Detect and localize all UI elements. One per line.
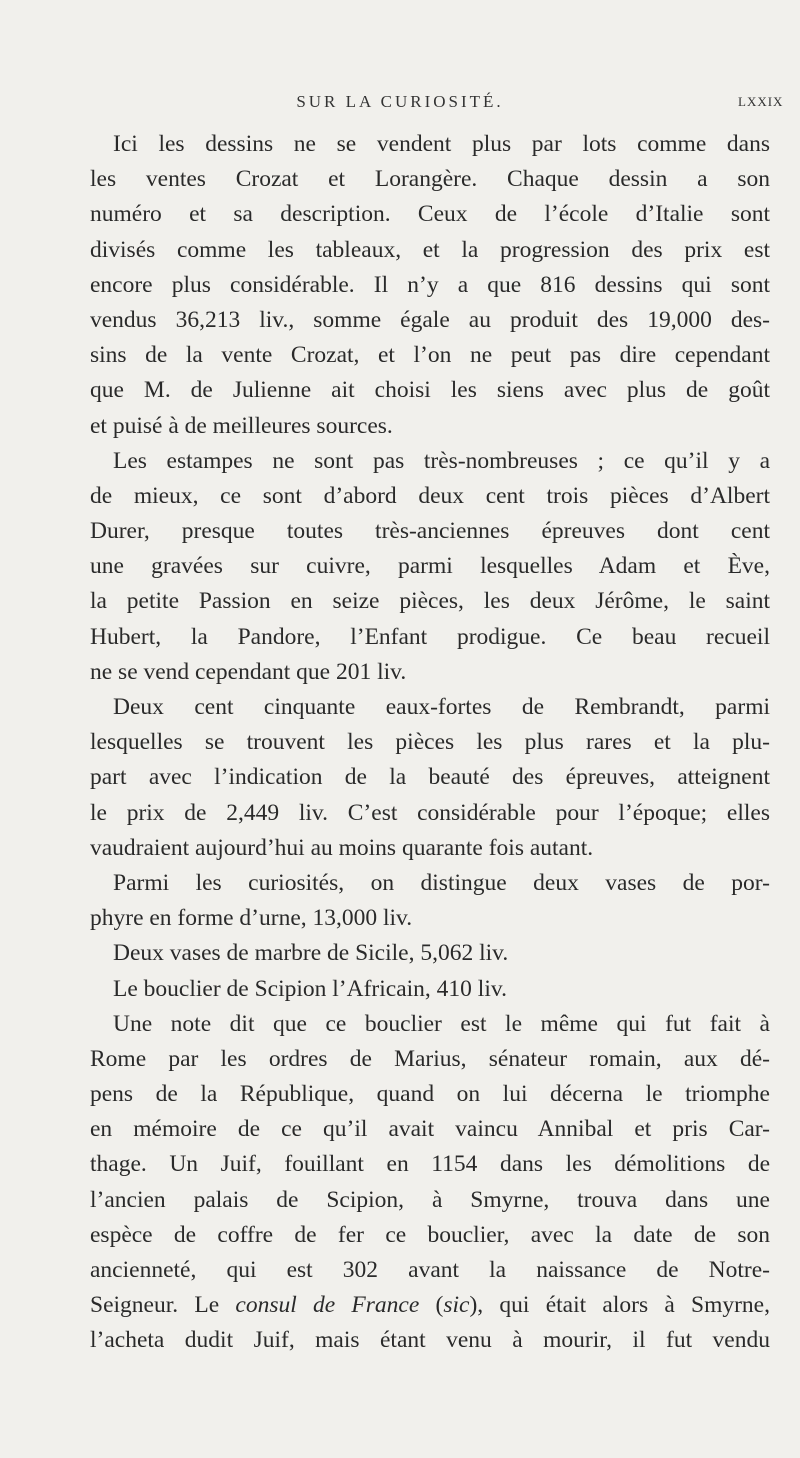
text-line: Les estampes ne sont pas très-nombreuses ; ce qu’il y a bbox=[113, 447, 770, 474]
text-line: en mémoire de ce qu’il avait vaincu Annibal et pris Car- bbox=[90, 1116, 770, 1143]
page-number: LXXIX bbox=[738, 94, 784, 109]
text-line: Deux cent cinquante eaux-fortes de Rembrandt, parmi bbox=[113, 694, 770, 720]
text-line: la petite Passion en seize pièces, les deux Jérôme, le saint bbox=[90, 588, 770, 615]
text-line bbox=[90, 1288, 770, 1323]
text-line: que M. de Julienne ait choisi les siens avec plus de goût bbox=[90, 377, 770, 404]
italic-text: sic bbox=[443, 1292, 470, 1319]
text-line: l’acheta dudit Juif, mais étant venu à mourir, il fut vendu bbox=[90, 1327, 770, 1354]
running-head bbox=[0, 92, 800, 116]
text-line: pens de la République, quand on lui décerna le triomphe bbox=[90, 1081, 770, 1108]
text-line: Hubert, la Pandore, l’Enfant prodigue. Ce beau recueil bbox=[90, 623, 770, 650]
text-line: les ventes Crozat et Lorangère. Chaque dessin a son bbox=[90, 166, 770, 193]
text-line: thage. Un Juif, fouillant en 1154 dans les démolitions de bbox=[90, 1151, 770, 1178]
text-run: Seigneur. Le bbox=[90, 1292, 236, 1319]
text-run: ), qui était alors à Smyrne, bbox=[469, 1292, 770, 1319]
text-line: ancienneté, qui est 302 avant la naissance de Notre- bbox=[90, 1257, 770, 1283]
text-line: divisés comme les tableaux, et la progression des prix est bbox=[90, 236, 770, 263]
text-line: encore plus considérable. Il n’y a que 816 dessins qui sont bbox=[90, 271, 770, 298]
text-line: sins de la vente Crozat, et l’on ne peut pas dire cependant bbox=[90, 342, 770, 369]
text-line: lesquelles se trouvent les pièces les plus rares et la plu- bbox=[90, 729, 770, 756]
text-line: l’ancien palais de Scipion, à Smyrne, trouva dans une bbox=[90, 1186, 770, 1213]
text-line: vendus 36,213 liv., somme égale au produit des 19,000 des- bbox=[90, 306, 770, 333]
text-line: Durer, presque toutes très-anciennes épreuves dont cent bbox=[90, 518, 770, 545]
text-line: Une note dit que ce bouclier est le même qui fut fait à bbox=[113, 1010, 770, 1037]
text-line: et puisé à de meilleures sources. bbox=[90, 412, 393, 439]
body-text bbox=[90, 127, 770, 1359]
text-line: Deux vases de marbre de Sicile, 5,062 liv. bbox=[113, 940, 509, 967]
text-line: part avec l’indication de la beauté des épreuves, atteignent bbox=[90, 764, 770, 791]
text-run: ( bbox=[419, 1292, 444, 1319]
text-line: Rome par les ordres de Marius, sénateur romain, aux dé- bbox=[90, 1045, 770, 1072]
text-line: numéro et sa description. Ceux de l’école d’Italie sont bbox=[90, 201, 770, 228]
text-line: ne se vend cependant que 201 liv. bbox=[90, 658, 407, 685]
text-line: vaudraient aujourd’hui au moins quarante fois autant. bbox=[90, 834, 594, 861]
text-line: espèce de coffre de fer ce bouclier, avec la date de son bbox=[90, 1221, 770, 1248]
text-line: Parmi les curiosités, on distingue deux vases de por- bbox=[113, 869, 770, 896]
text-line: une gravées sur cuivre, parmi lesquelles Adam et Ève, bbox=[90, 553, 770, 580]
text-line: Le bouclier de Scipion l’Africain, 410 liv. bbox=[113, 975, 507, 1002]
italic-text: consul de France bbox=[235, 1292, 420, 1319]
running-title: SUR LA CURIOSITÉ. bbox=[296, 92, 504, 111]
text-line: de mieux, ce sont d’abord deux cent trois pièces d’Albert bbox=[90, 482, 770, 509]
text-line: le prix de 2,449 liv. C’est considérable pour l’époque; elles bbox=[90, 799, 770, 826]
text-line: Ici les dessins ne se vendent plus par lots comme dans bbox=[113, 131, 770, 157]
text-line: phyre en forme d’urne, 13,000 liv. bbox=[90, 905, 413, 932]
